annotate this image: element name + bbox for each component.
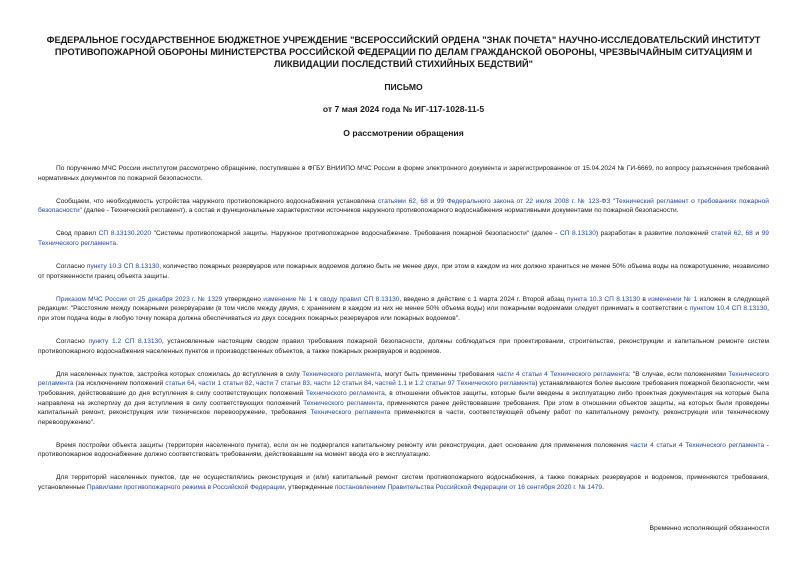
- document-type: ПИСЬМО: [384, 82, 423, 92]
- paragraph: [38, 370, 769, 428]
- paragraph: [38, 473, 769, 492]
- paragraph-text: Сообщаем, что необходимость устройства наружного противопожарного водоснабжения установлена: [56, 197, 378, 205]
- organization-header: ФЕДЕРАЛЬНОЕ ГОСУДАРСТВЕННОЕ БЮДЖЕТНОЕ УЧРЕЖДЕНИЕ "ВСЕРОССИЙСКИЙ ОРДЕНА "ЗНАК ПОЧЕТА" НАУЧНО-ИССЛЕДОВАТЕЛЬСКИЙ ИНСТИТУТ ПРОТИВОПОЖАРНОЙ ОБОРОНЫ МИНИСТЕРСТВА РОССИЙСКОЙ ФЕДЕРАЦИИ ПО ДЕЛАМ ГРАЖДАНСКОЙ ОБОРОНЫ, ЧРЕЗВЫЧАЙНЫМ СИТУАЦИЯМ И ЛИКВИДАЦИИ ПОСЛЕДСТВИЙ СТИХИЙНЫХ БЕДСТВИЙ": [46, 35, 761, 69]
- document-reference-link[interactable]: части 12 статьи 84: [313, 380, 372, 388]
- document-reference-link[interactable]: СП 8.13130: [559, 230, 596, 238]
- paragraph: [38, 197, 769, 216]
- paragraph-text: и: [407, 380, 415, 388]
- document-reference-link[interactable]: Технического регламента: [38, 370, 769, 388]
- paragraph-text: и: [427, 197, 437, 205]
- document-reference-link[interactable]: пунктом 10.4 СП 8.13130: [689, 305, 768, 313]
- document-reference-link[interactable]: Технического регламента: [310, 409, 391, 417]
- document-reference-link[interactable]: части 4 статьи 4 Технического регламента: [630, 441, 765, 449]
- paragraph-text: , могут быть применены требования: [380, 370, 497, 378]
- paragraph-text: , количество пожарных резервуаров или пожарных водоемов должно быть не менее двух, при этом в каждом из них должно храниться не менее 50% объема воды на пожаротушение, независимо от протяженности границ объекта защиты.: [38, 263, 769, 280]
- signature-line: Временно исполняющий обязанности: [649, 525, 769, 532]
- document-reference-link[interactable]: пункта 10.3 СП 8.13130: [566, 295, 641, 303]
- paragraph: [38, 164, 769, 183]
- document-reference-link[interactable]: своду правил СП 8.13130: [319, 295, 400, 303]
- paragraph: [38, 262, 769, 281]
- paragraph-text: ) разработан в развитие положений: [595, 230, 712, 238]
- paragraph-text: ,: [371, 380, 376, 388]
- paragraph-text: изложен в следующей редакции: "Расстояние между пожарными резервуарами (в том числе между двумя, с хранением в каждом из них не менее 50% объема воды) или пожарными водоемами следует принимать в соответствии с: [38, 295, 770, 313]
- document-reference-link[interactable]: изменение № 1: [263, 295, 313, 303]
- document-subject: О рассмотрении обращения: [343, 128, 464, 138]
- document-reference-link[interactable]: Правилами противопожарного режима в Российской Федерации: [86, 484, 285, 492]
- paragraph-text: , введено в действие с 1 марта 2024 г. Второй абзац: [399, 295, 567, 303]
- document-reference-link[interactable]: Технического регламента: [305, 389, 385, 397]
- paragraph-text: "Системы противопожарной защиты. Наружное противопожарное водоснабжение. Требования пожарной безопасности" (далее -: [151, 230, 560, 238]
- document-reference-link[interactable]: частей 1.1: [375, 380, 407, 388]
- paragraph-text: .: [116, 239, 118, 247]
- document-date-number: от 7 мая 2024 года № ИГ-117-1028-11-5: [322, 104, 485, 114]
- paragraph: [38, 295, 769, 324]
- document-reference-link[interactable]: пункту 10.3 СП 8.13130: [86, 263, 160, 271]
- paragraph: [38, 441, 769, 460]
- paragraph-text: утверждено: [222, 295, 264, 303]
- document-reference-link[interactable]: Технического регламента: [303, 399, 383, 407]
- document-reference-link[interactable]: части 4 статьи 4 Технического регламента: [496, 370, 629, 378]
- document-reference-link[interactable]: статей 62, 68: [711, 230, 753, 238]
- document-reference-link[interactable]: Приказом МЧС России от 25 декабря 2023 г. № 1329: [56, 295, 223, 303]
- paragraph-text: , при этом подача воды в любую точку пожара должна обеспечиваться из двух соседних пожарных резервуаров или пожарных водоемов".: [38, 305, 770, 322]
- document-reference-link[interactable]: Технического регламента: [302, 370, 381, 378]
- document-reference-link[interactable]: пункту 1.2 СП 8.13130: [88, 338, 162, 346]
- document-reference-link[interactable]: части 1 статьи 82: [198, 380, 253, 388]
- document-reference-link[interactable]: части 7 статьи 83: [256, 380, 310, 388]
- document-body: [38, 164, 769, 493]
- paragraph-text: : "В случае, если положениями: [628, 370, 729, 378]
- paragraph-text: Согласно: [56, 338, 89, 346]
- paragraph-text: , применяются ранее действовавшие требования. При этом в отношении объектов защиты, на которых были проведены капитальный ремонт, реконструкция или техническое перевооружение, требования: [38, 399, 769, 417]
- paragraph-text: Для населенных пунктов, застройка которых сложилась до вступления в силу: [56, 370, 303, 378]
- document-reference-link[interactable]: 99 Технического регламента: [38, 230, 769, 247]
- document-reference-link[interactable]: изменении № 1: [648, 295, 698, 303]
- paragraph-text: ,: [252, 380, 257, 388]
- paragraph-text: По поручению МЧС России институтом рассмотрено обращение, поступившее в ФГБУ ВНИИПО МЧС России в форме электронного документа и зарегистрированное от 15.04.2024 № ГИ-6669, по вопросу разъяснения требований нормативных документов по пожарной безопасности.: [38, 165, 769, 182]
- paragraph-text: , в отношении объектов защиты, которые были введены в эксплуатацию либо проектная документация на которые была направлена на экспертизу до дня вступления в силу соответствующих положений: [38, 389, 769, 407]
- document-reference-link[interactable]: 99 Федерального закона от 22 июля 2008 г. № 123-ФЗ "Технический регламент о требованиях пожарной безопасности": [38, 197, 769, 215]
- paragraph-text: .: [602, 484, 604, 492]
- paragraph-text: , установленные настоящим сводом правил требования пожарной безопасности, должны соблюдаться при проектировании, строительстве, реконструкции и капитальном ремонте систем противопожарного водоснабжения населенных пунктов и производственных объектов, а также пожарных резервуаров и водоемов.: [38, 338, 770, 355]
- paragraph-text: ,: [194, 380, 199, 388]
- paragraph-text: Свод правил: [56, 230, 99, 238]
- paragraph-text: , утвержденные: [284, 484, 335, 492]
- paragraph-text: - противопожарное водоснабжение должно соответствовать требованиям, действовавшим на момент ввода его в эксплуатацию.: [38, 441, 770, 459]
- document-reference-link[interactable]: постановлением Правительства Российской Федерации от 16 сентября 2020 г. № 1479: [334, 484, 603, 492]
- paragraph-text: ,: [309, 380, 314, 388]
- document-reference-link[interactable]: статьи 64: [165, 380, 195, 388]
- paragraph-text: Время постройки объекта защиты (территории населенного пункта), если он не подвергался капитальному ремонту или реконструкции, дает основание для применения положения: [56, 441, 631, 449]
- paragraph-text: и: [752, 230, 762, 238]
- paragraph-text: Согласно: [56, 263, 87, 271]
- document-reference-link[interactable]: СП 8.13130.2020: [98, 230, 152, 238]
- paragraph: [38, 229, 769, 248]
- paragraph-text: Для территорий населенных пунктов, где не осуществлялись реконструкция и (или) капитальный ремонт систем противопожарного водоснабжения, а также пожарных резервуаров и водоемов, применяются требования, установленные: [38, 474, 769, 492]
- paragraph-text: в: [640, 295, 649, 303]
- paragraph-text: к: [312, 295, 320, 303]
- paragraph-text: (далее - Технический регламент), а состав и функциональные характеристики источников наружного противопожарного водоснабжения нормативными документами по пожарной безопасности.: [82, 207, 679, 215]
- document-reference-link[interactable]: статьями 62, 68: [377, 197, 428, 205]
- document-reference-link[interactable]: 1.2 статьи 97 Технического регламента: [414, 380, 536, 388]
- paragraph: [38, 337, 769, 356]
- paragraph-text: (за исключением положений: [73, 380, 166, 388]
- paragraph-text: ) устанавливаются более высокие требования пожарной безопасности, чем требования, действовавшие до дня вступления в силу соответствующих положений: [38, 380, 770, 397]
- paragraph-text: применяются в части, соответствующей объему работ по капитальному ремонту, реконструкции или техническому перевооружению".: [38, 409, 769, 426]
